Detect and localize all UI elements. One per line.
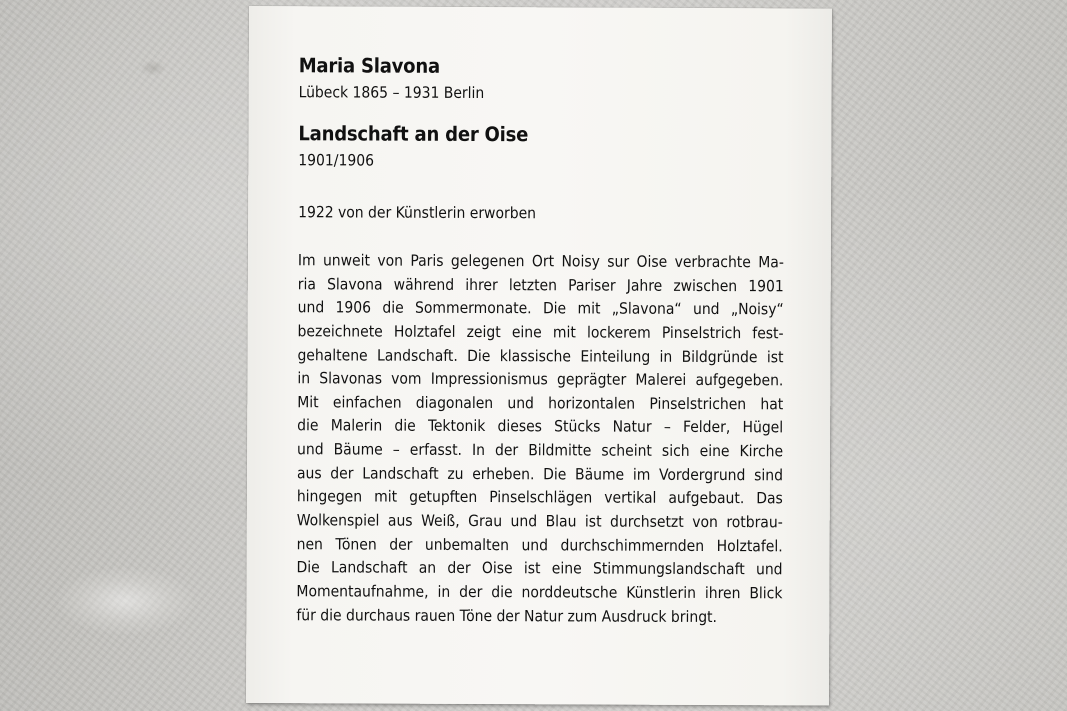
wall-plaster-patch <box>58 568 193 634</box>
artwork-title: Landschaft an der Oise <box>298 121 529 147</box>
description-line: bezeichnete Holztafel zeigt eine mit lockerem Pinselstrich fest- <box>297 322 784 343</box>
description-line: nen Tönen der unbemalten und durchschimmernden Holztafel. <box>296 534 783 556</box>
description-line: in Slavonas vom Impressionismus geprägter Malerei aufgegeben. <box>297 369 784 390</box>
description-line: gehaltene Landschaft. Die klassische Einteilung in Bildgründe ist <box>297 345 784 366</box>
description-line: aus der Landschaft zu erheben. Die Bäume im Vordergrund sind <box>296 463 783 485</box>
description-line: ria Slavona während ihrer letzten Pariser Jahre zwischen 1901 <box>297 274 784 295</box>
description-line: Momentaufnahme, in der die norddeutsche Künstlerin ihren Blick <box>296 582 783 603</box>
artwork-date: 1901/1906 <box>298 151 375 170</box>
description-line: und Bäume – erfasst. In der Bildmitte scheint sich eine Kirche <box>297 440 784 461</box>
description-line: hingegen mit getupften Pinselschlägen vertikal aufgebaut. Das <box>296 487 783 508</box>
description-line: Mit einfachen diagonalen und horizontalen Pinselstrichen hat <box>297 393 784 414</box>
description-line: Die Landschaft an der Oise ist eine Stimmungslandschaft und <box>296 558 783 579</box>
description-line: Wolkenspiel aus Weiß, Grau und Blau ist durchsetzt von rotbrau- <box>296 511 783 532</box>
museum-wall-label <box>246 6 832 706</box>
artist-name: Maria Slavona <box>298 53 440 78</box>
wall-speck <box>140 60 166 76</box>
artist-life-dates: Lübeck 1865 – 1931 Berlin <box>298 83 485 103</box>
description-text <box>296 249 784 629</box>
description-line: für die durchaus rauen Töne der Natur zum Ausdruck bringt. <box>296 605 718 626</box>
description-line: die Malerin die Tektonik dieses Stücks Natur – Felder, Hügel <box>297 416 784 437</box>
provenance-note: 1922 von der Künstlerin erworben <box>298 203 537 223</box>
label-content <box>296 6 785 626</box>
description-line: und 1906 die Sommermonate. Die mit „Slavona“ und „Noisy“ <box>297 298 784 319</box>
description-line: Im unweit von Paris gelegenen Ort Noisy sur Oise verbrachte Ma- <box>297 251 784 272</box>
